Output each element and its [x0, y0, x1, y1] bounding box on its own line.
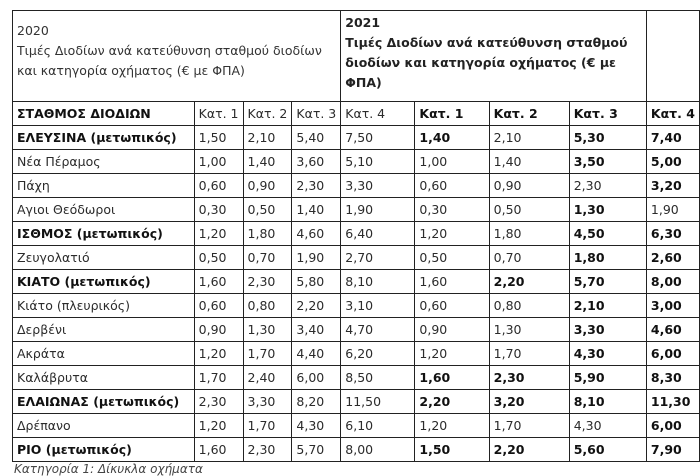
price-2021-cat3-cell: 3,30 — [569, 318, 646, 342]
station-name-cell: Δρέπανο — [13, 414, 195, 438]
price-2020-cat2-cell: 1,70 — [243, 342, 292, 366]
price-2021-cat3-cell: 4,30 — [569, 414, 646, 438]
table-row — [13, 270, 700, 294]
price-2021-cat1-cell: 0,30 — [415, 198, 489, 222]
price-2021-cat1-cell: 1,20 — [415, 342, 489, 366]
price-2020-cat1-cell: 1,00 — [194, 150, 243, 174]
price-2020-cat4-cell: 3,10 — [341, 294, 415, 318]
price-2020-cat2-cell: 3,30 — [243, 390, 292, 414]
price-2021-cat4-cell: 6,30 — [646, 222, 699, 246]
price-2020-cat4-cell: 6,20 — [341, 342, 415, 366]
price-2020-cat2-cell: 1,80 — [243, 222, 292, 246]
price-2020-cat1-cell: 1,20 — [194, 414, 243, 438]
price-2020-cat4-cell: 6,40 — [341, 222, 415, 246]
price-2020-cat4-cell: 3,30 — [341, 174, 415, 198]
header-2020-cell — [13, 11, 341, 102]
price-2020-cat2-cell: 1,40 — [243, 150, 292, 174]
price-2020-cat4-cell: 2,70 — [341, 246, 415, 270]
price-2020-cat1-cell: 1,20 — [194, 342, 243, 366]
table-row — [13, 150, 700, 174]
table-row — [13, 414, 700, 438]
col-header-station: ΣΤΑΘΜΟΣ ΔΙΟΔΙΩΝ — [13, 102, 195, 126]
price-2021-cat4-cell: 8,30 — [646, 366, 699, 390]
price-2020-cat3-cell: 2,30 — [292, 174, 341, 198]
price-2021-cat4-cell: 6,00 — [646, 342, 699, 366]
table-row — [13, 174, 700, 198]
station-name-cell: Αγιοι Θεόδωροι — [13, 198, 195, 222]
station-name-cell: Καλάβρυτα — [13, 366, 195, 390]
header-row — [13, 11, 700, 102]
desc-2021-label: Τιμές Διοδίων ανά κατεύθυνση σταθμού διοδίων και κατηγορία οχήματος (€ με ΦΠΑ) — [345, 35, 628, 90]
price-2021-cat3-cell: 1,80 — [569, 246, 646, 270]
price-2021-cat2-cell: 0,80 — [489, 294, 569, 318]
price-2020-cat3-cell: 1,40 — [292, 198, 341, 222]
price-2021-cat2-cell: 0,70 — [489, 246, 569, 270]
table-row — [13, 222, 700, 246]
footnote: Κατηγορία 1: Δίκυκλα οχήματα — [14, 462, 203, 476]
table-row — [13, 438, 700, 462]
station-name-cell: ΡΙΟ (μετωπικός) — [13, 438, 195, 462]
price-2020-cat4-cell: 6,10 — [341, 414, 415, 438]
price-2020-cat2-cell: 0,50 — [243, 198, 292, 222]
price-2021-cat2-cell: 1,70 — [489, 414, 569, 438]
price-2021-cat2-cell: 2,20 — [489, 270, 569, 294]
price-2020-cat4-cell: 8,10 — [341, 270, 415, 294]
price-2020-cat3-cell: 3,40 — [292, 318, 341, 342]
price-2020-cat3-cell: 3,60 — [292, 150, 341, 174]
price-2020-cat1-cell: 1,20 — [194, 222, 243, 246]
price-2020-cat2-cell: 1,30 — [243, 318, 292, 342]
price-2021-cat3-cell: 1,30 — [569, 198, 646, 222]
price-2020-cat1-cell: 0,60 — [194, 174, 243, 198]
price-2021-cat2-cell: 1,70 — [489, 342, 569, 366]
price-2021-cat2-cell: 3,20 — [489, 390, 569, 414]
price-2021-cat1-cell: 2,20 — [415, 390, 489, 414]
price-2021-cat3-cell: 4,50 — [569, 222, 646, 246]
price-2021-cat4-cell: 5,00 — [646, 150, 699, 174]
price-2020-cat1-cell: 1,50 — [194, 126, 243, 150]
price-2021-cat1-cell: 1,00 — [415, 150, 489, 174]
price-2020-cat4-cell: 11,50 — [341, 390, 415, 414]
price-2020-cat4-cell: 7,50 — [341, 126, 415, 150]
station-name-cell: ΙΣΘΜΟΣ (μετωπικός) — [13, 222, 195, 246]
price-2021-cat4-cell: 4,60 — [646, 318, 699, 342]
price-2021-cat2-cell: 1,40 — [489, 150, 569, 174]
price-2020-cat4-cell: 8,50 — [341, 366, 415, 390]
toll-prices-table — [12, 10, 700, 462]
price-2020-cat3-cell: 8,20 — [292, 390, 341, 414]
year-2020-label: 2020 — [17, 23, 49, 38]
price-2020-cat4-cell: 8,00 — [341, 438, 415, 462]
price-2020-cat1-cell: 1,60 — [194, 270, 243, 294]
col-header-2020-cat3: Κατ. 3 — [292, 102, 341, 126]
price-2021-cat2-cell: 2,10 — [489, 126, 569, 150]
price-2021-cat4-cell: 6,00 — [646, 414, 699, 438]
station-name-cell: Πάχη — [13, 174, 195, 198]
price-2020-cat1-cell: 0,50 — [194, 246, 243, 270]
price-2021-cat2-cell: 2,30 — [489, 366, 569, 390]
price-2021-cat1-cell: 1,60 — [415, 270, 489, 294]
price-2020-cat1-cell: 1,60 — [194, 438, 243, 462]
price-2021-cat4-cell: 2,60 — [646, 246, 699, 270]
table-row — [13, 318, 700, 342]
col-header-2020-cat1: Κατ. 1 — [194, 102, 243, 126]
header-2021-cell — [341, 11, 647, 102]
col-header-2021-cat3: Κατ. 3 — [569, 102, 646, 126]
price-2021-cat2-cell: 1,30 — [489, 318, 569, 342]
price-2020-cat1-cell: 1,70 — [194, 366, 243, 390]
price-2020-cat3-cell: 5,70 — [292, 438, 341, 462]
price-2021-cat4-cell: 3,00 — [646, 294, 699, 318]
price-2020-cat3-cell: 5,80 — [292, 270, 341, 294]
table-row — [13, 246, 700, 270]
price-2020-cat3-cell: 4,60 — [292, 222, 341, 246]
price-2020-cat1-cell: 0,60 — [194, 294, 243, 318]
header-blank-cell — [646, 11, 699, 102]
column-header-row — [13, 102, 700, 126]
price-2020-cat2-cell: 2,30 — [243, 270, 292, 294]
col-header-2021-cat2: Κατ. 2 — [489, 102, 569, 126]
price-2020-cat2-cell: 0,80 — [243, 294, 292, 318]
price-2021-cat3-cell: 4,30 — [569, 342, 646, 366]
price-2021-cat2-cell: 2,20 — [489, 438, 569, 462]
station-name-cell: Νέα Πέραμος — [13, 150, 195, 174]
price-2021-cat3-cell: 5,70 — [569, 270, 646, 294]
station-name-cell: ΚΙΑΤΟ (μετωπικός) — [13, 270, 195, 294]
station-name-cell: Ζευγολατιό — [13, 246, 195, 270]
price-2021-cat4-cell: 11,30 — [646, 390, 699, 414]
price-2020-cat1-cell: 0,90 — [194, 318, 243, 342]
price-2020-cat3-cell: 5,40 — [292, 126, 341, 150]
col-header-2020-cat2: Κατ. 2 — [243, 102, 292, 126]
station-name-cell: ΕΛΕΥΣΙΝΑ (μετωπικός) — [13, 126, 195, 150]
price-2021-cat1-cell: 1,40 — [415, 126, 489, 150]
price-2020-cat4-cell: 4,70 — [341, 318, 415, 342]
price-2021-cat3-cell: 2,10 — [569, 294, 646, 318]
price-2020-cat4-cell: 1,90 — [341, 198, 415, 222]
price-2021-cat2-cell: 0,50 — [489, 198, 569, 222]
price-2021-cat3-cell: 5,90 — [569, 366, 646, 390]
price-2020-cat1-cell: 2,30 — [194, 390, 243, 414]
price-2021-cat4-cell: 3,20 — [646, 174, 699, 198]
price-2021-cat1-cell: 0,60 — [415, 174, 489, 198]
table-row — [13, 126, 700, 150]
table-row — [13, 366, 700, 390]
price-2020-cat2-cell: 0,90 — [243, 174, 292, 198]
station-name-cell: ΕΛΑΙΩΝΑΣ (μετωπικός) — [13, 390, 195, 414]
station-name-cell: Δερβένι — [13, 318, 195, 342]
price-2021-cat1-cell: 0,50 — [415, 246, 489, 270]
table-row — [13, 342, 700, 366]
desc-2020-label: Τιμές Διοδίων ανά κατεύθυνση σταθμού διοδίων και κατηγορία οχήματος (€ με ΦΠΑ) — [17, 43, 322, 78]
price-2020-cat3-cell: 4,40 — [292, 342, 341, 366]
price-2020-cat1-cell: 0,30 — [194, 198, 243, 222]
price-2021-cat1-cell: 1,20 — [415, 414, 489, 438]
price-2021-cat1-cell: 1,20 — [415, 222, 489, 246]
table-row — [13, 294, 700, 318]
year-2021-label: 2021 — [345, 15, 381, 30]
price-2021-cat2-cell: 1,80 — [489, 222, 569, 246]
price-2021-cat1-cell: 0,60 — [415, 294, 489, 318]
price-2020-cat4-cell: 5,10 — [341, 150, 415, 174]
price-2021-cat3-cell: 5,60 — [569, 438, 646, 462]
price-2020-cat3-cell: 6,00 — [292, 366, 341, 390]
price-2020-cat3-cell: 1,90 — [292, 246, 341, 270]
price-2021-cat3-cell: 8,10 — [569, 390, 646, 414]
price-2021-cat4-cell: 7,90 — [646, 438, 699, 462]
col-header-2021-cat4: Κατ. 4 — [646, 102, 699, 126]
price-2020-cat3-cell: 2,20 — [292, 294, 341, 318]
price-2021-cat3-cell: 3,50 — [569, 150, 646, 174]
price-2021-cat1-cell: 0,90 — [415, 318, 489, 342]
price-2021-cat1-cell: 1,60 — [415, 366, 489, 390]
price-2021-cat1-cell: 1,50 — [415, 438, 489, 462]
price-2021-cat2-cell: 0,90 — [489, 174, 569, 198]
price-2021-cat4-cell: 7,40 — [646, 126, 699, 150]
price-2021-cat4-cell: 8,00 — [646, 270, 699, 294]
price-2020-cat2-cell: 2,40 — [243, 366, 292, 390]
col-header-2021-cat1: Κατ. 1 — [415, 102, 489, 126]
col-header-2020-cat4: Κατ. 4 — [341, 102, 415, 126]
price-2021-cat3-cell: 5,30 — [569, 126, 646, 150]
price-2021-cat3-cell: 2,30 — [569, 174, 646, 198]
table-row — [13, 390, 700, 414]
price-2020-cat2-cell: 2,10 — [243, 126, 292, 150]
price-2021-cat4-cell: 1,90 — [646, 198, 699, 222]
price-2020-cat2-cell: 1,70 — [243, 414, 292, 438]
table-row — [13, 198, 700, 222]
price-2020-cat2-cell: 2,30 — [243, 438, 292, 462]
station-name-cell: Ακράτα — [13, 342, 195, 366]
station-name-cell: Κιάτο (πλευρικός) — [13, 294, 195, 318]
price-2020-cat2-cell: 0,70 — [243, 246, 292, 270]
price-2020-cat3-cell: 4,30 — [292, 414, 341, 438]
